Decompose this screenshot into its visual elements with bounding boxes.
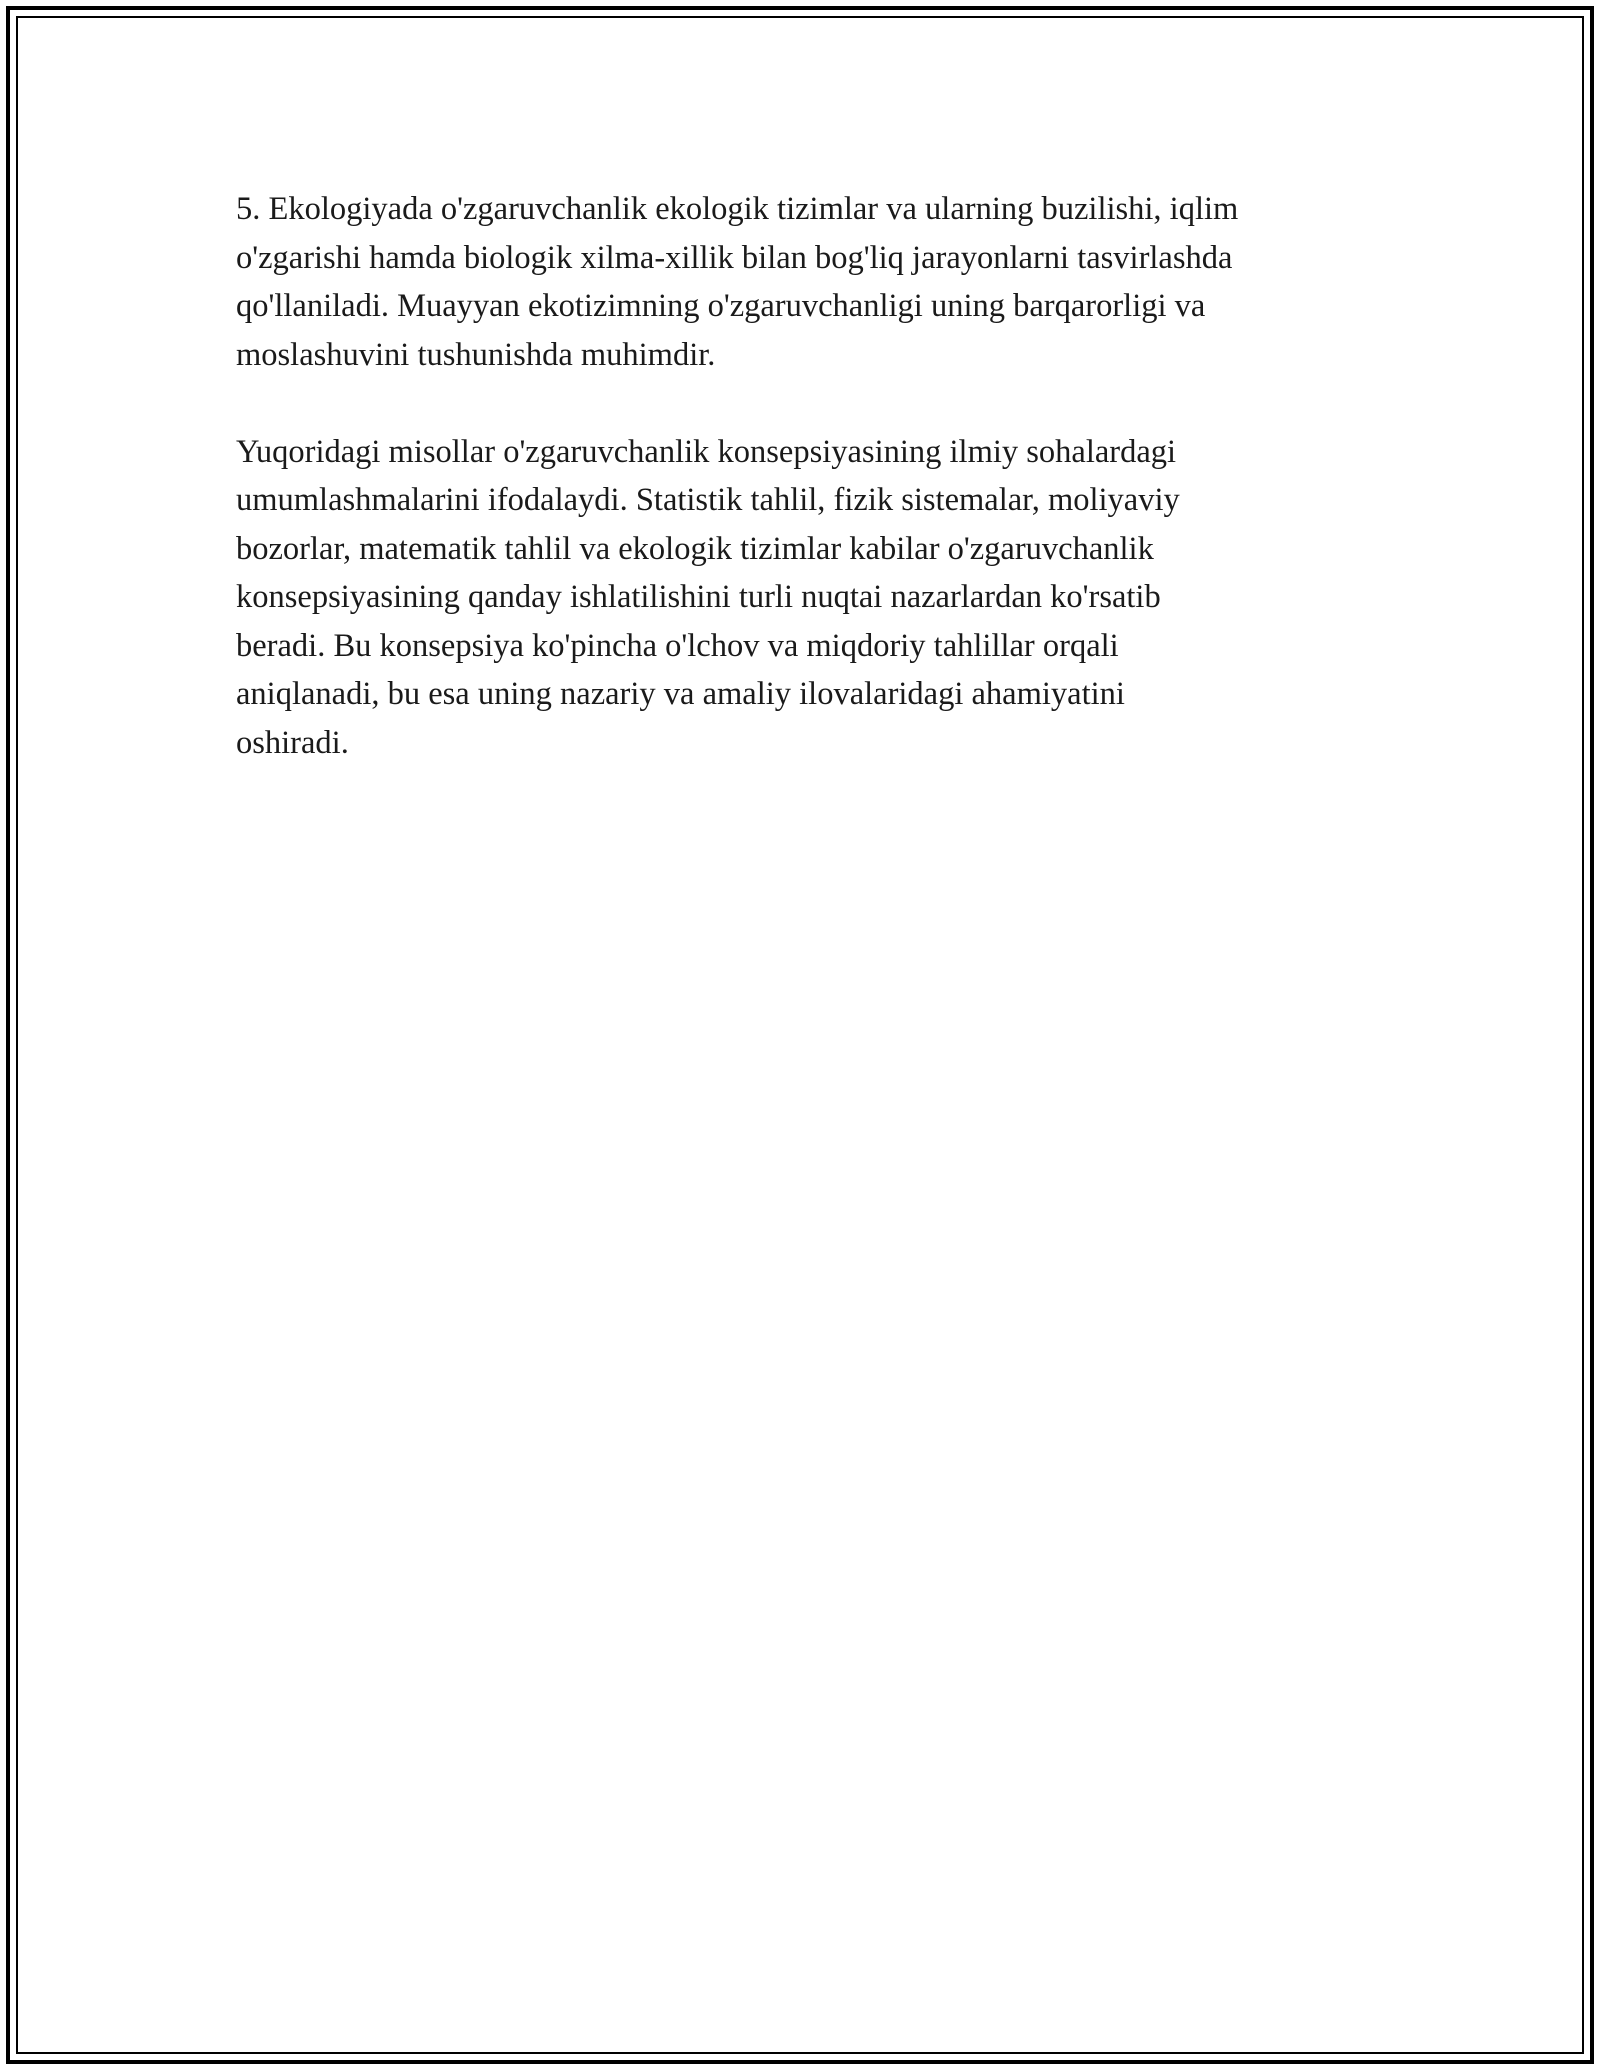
document-body — [236, 185, 1396, 816]
paragraph-ecology: 5. Ekologiyada o'zgaruvchanlik ekologik tizimlar va ularning buzilishi, iqlim o'zgarishi hamda biologik xilma-xillik bilan bog'liq jarayonlarni tasvirlashda qo'llaniladi. Muayyan ekotizimning o'zgaruvchanligi uning barqarorligi va moslashuvini tushunishda muhimdir. — [236, 191, 1239, 373]
paragraph-summary: Yuqoridagi misollar o'zgaruvchanlik konsepsiyasining ilmiy sohalardagi umumlashmalarini ifodalaydi. Statistik tahlil, fizik sistemalar, moliyaviy bozorlar, matematik tahlil va ekologik tizimlar kabilar o'zgaruvchanlik konsepsiyasining qanday ishlatilishini turli nuqtai nazarlardan ko'rsatib beradi. Bu konsepsiya ko'pincha o'lchov va miqdoriy tahlillar orqali aniqlanadi, bu esa uning nazariy va amaliy ilovalaridagi ahamiyatini oshiradi. — [236, 433, 1180, 761]
